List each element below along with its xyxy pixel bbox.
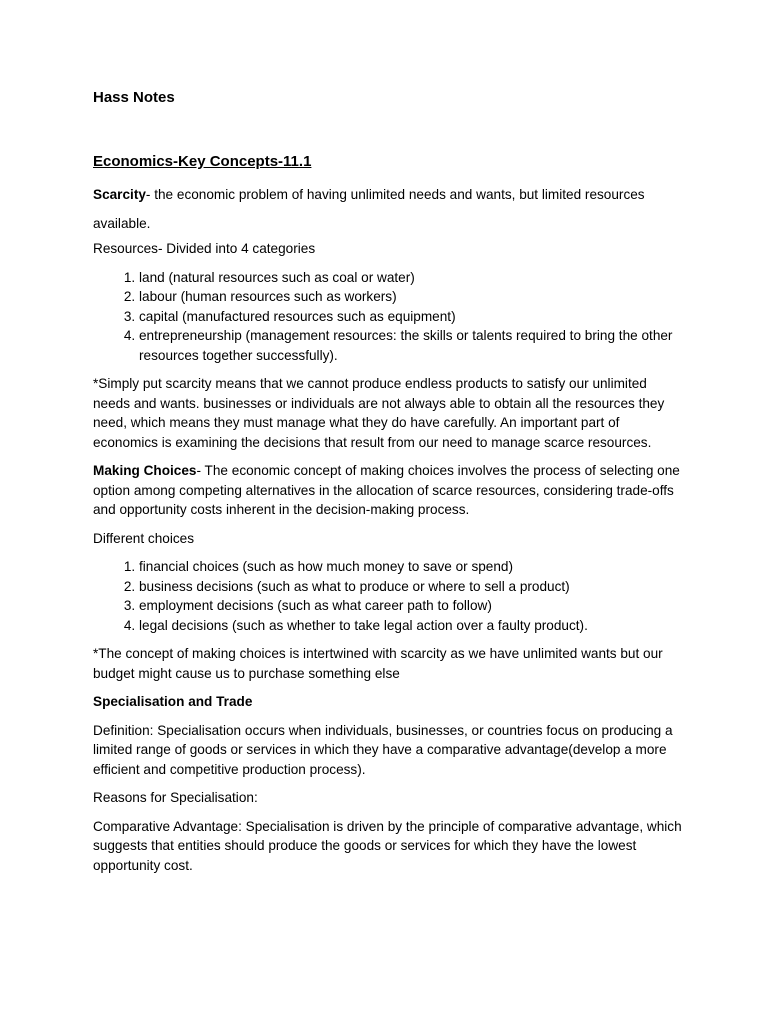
- list-item: 2. business decisions (such as what to produce or where to sell a product): [139, 577, 683, 597]
- list-item: 2. labour (human resources such as workers): [139, 287, 683, 307]
- choices-intro: Different choices: [93, 530, 194, 546]
- scarcity-paragraph: [93, 180, 683, 238]
- choices-note: *The concept of making choices is intertwined with scarcity as we have unlimited wants but our budget might cause us to purchase something else: [93, 646, 663, 681]
- scarcity-note: *Simply put scarcity means that we cannot produce endless products to satisfy our unlimited needs and wants. businesses or individuals are not always able to obtain all the resources they need, which means they must manage what they do have carefully. An important part of economics is examining the decisions that result from our need to manage scarce resources.: [93, 376, 665, 450]
- document-content: [93, 88, 683, 884]
- list-item: 1. land (natural resources such as coal or water): [139, 268, 683, 288]
- making-choices-term: Making Choices: [93, 463, 197, 478]
- document-title: Hass Notes: [93, 89, 175, 106]
- making-choices-paragraph: [93, 461, 683, 520]
- reasons-heading: Reasons for Specialisation:: [93, 790, 258, 805]
- specialisation-heading: Specialisation and Trade: [93, 694, 253, 709]
- section-heading: Economics-Key Concepts-11.1: [93, 153, 312, 170]
- comparative-advantage-paragraph: Comparative Advantage: Specialisation is driven by the principle of comparative advantage, which suggests that entities should produce the goods or services for which they have the lowest opportunity cost.: [93, 818, 682, 873]
- specialisation-definition: Definition: Specialisation occurs when individuals, businesses, or countries focus on producing a limited range of goods or services in which they have a comparative advantage(develop a more efficient and competitive production process).: [93, 722, 673, 777]
- resources-intro: Resources- Divided into 4 categories: [93, 241, 316, 256]
- list-item: 4. legal decisions (such as whether to take legal action over a faulty product).: [139, 616, 683, 636]
- making-choices-definition: - The economic concept of making choices involves the process of selecting one option among competing alternatives in the allocation of scarce resources, considering trade-offs and opportunity costs inherent in the decision-making process.: [93, 463, 680, 517]
- scarcity-term: Scarcity: [93, 187, 146, 202]
- list-item: 3. employment decisions (such as what career path to follow): [139, 596, 683, 616]
- scarcity-definition: - the economic problem of having unlimited needs and wants, but limited resources available.: [93, 187, 645, 231]
- resources-list: [93, 268, 683, 366]
- list-item: 3. capital (manufactured resources such as equipment): [139, 307, 683, 327]
- list-item: 4. entrepreneurship (management resources: the skills or talents required to bring the other resources together successfully).: [139, 326, 683, 365]
- choices-list: [93, 557, 683, 635]
- list-item: 1. financial choices (such as how much money to save or spend): [139, 557, 683, 577]
